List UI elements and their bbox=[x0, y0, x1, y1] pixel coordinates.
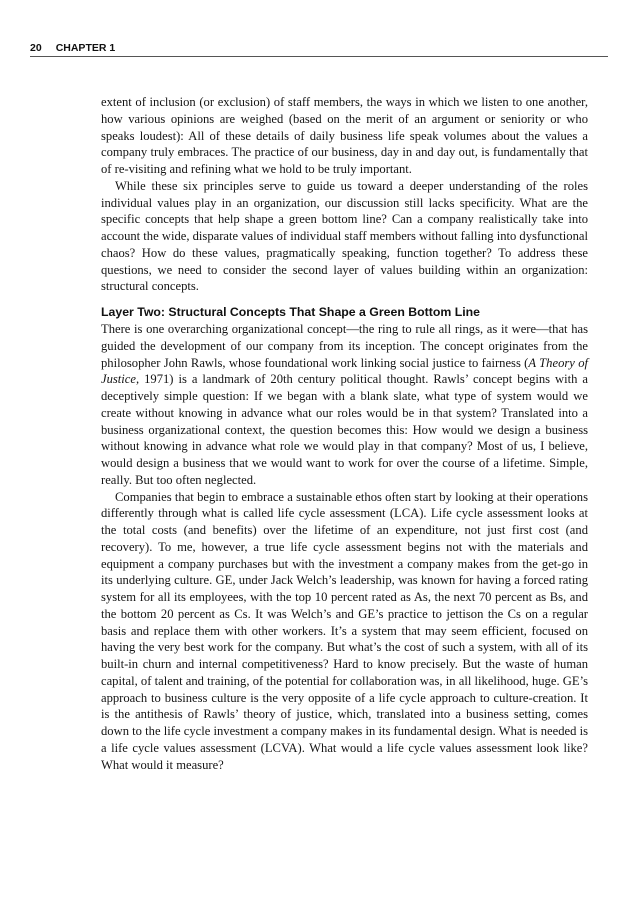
page-number: 20 bbox=[30, 42, 42, 54]
paragraph-1: extent of inclusion (or exclusion) of staff members, the ways in which we listen to one another, how various opinions are weighed (based on the merit of an argument or seniority or who speaks loudest): All of these details of daily business life speak volumes about the values a company truly embraces. The practice of our business, day in and day out, is fundamentally that of re-visiting and refining what we hold to be truly important. bbox=[101, 95, 588, 176]
section-heading: Layer Two: Structural Concepts That Shape a Green Bottom Line bbox=[101, 305, 480, 319]
book-title: A Theory of Justice, bbox=[101, 355, 588, 387]
paragraph-3-part-2: 1971) is a landmark of 20th century political thought. Rawls’ concept begins with a deceptively simple question: If we began with a blank slate, what type of system would we create without knowing in advance what our roles would be in that system? Translated into a business organizational context, the question becomes this: How would we design a business without knowing in advance what role we would play in that company? Most of us, I believe, would design a business that we would want to work for over the course of a lifetime. Simple, really. But too often neglected. bbox=[101, 372, 588, 487]
chapter-label: CHAPTER 1 bbox=[55, 42, 116, 54]
page-body bbox=[101, 94, 588, 773]
paragraph-4: Companies that begin to embrace a sustainable ethos often start by looking at their operations differently through what is called life cycle assessment (LCA). Life cycle assessment looks at the total costs (and benefits) over the lifetime of an expenditure, not just first cost (and recovery). To me, however, a true life cycle assessment begins not with the materials and equipment a company purchases but with the investment a company makes from the get-go in its underlying culture. GE, under Jack Welch’s leadership, was known for having a forced rating system for all its employees, with the top 10 percent rated as As, the next 70 percent as Bs, and the bottom 20 percent as Cs. It was Welch’s and GE’s practice to jettison the Cs on a regular basis and replace them with other workers. It’s a system that may seem efficient, focused on having the very best work for the company. But what’s the cost of such a system, with all of its built-in churn and internal competitiveness? Hard to know precisely. But the waste of human capital, of talent and training, of the potential for collaboration was, in all likelihood, huge. GE’s approach to business culture is the very opposite of a life cycle approach to culture-creation. It is the antithesis of Rawls’ theory of justice, which, translated into a business setting, comes down to the life cycle investment a company makes in its fundamental design. What is needed is a life cycle values assessment (LCVA). What would a life cycle values assessment look like? What would it measure? bbox=[101, 489, 588, 772]
paragraph-2: While these six principles serve to guide us toward a deeper understanding of the roles individual values play in an organization, our discussion still lacks specificity. What are the specific concepts that help shape a green bottom line? Can a company realistically take into account the wide, disparate values of individual staff members without falling into dysfunctional chaos? How do these values, pragmatically speaking, function together? To address these questions, we need to consider the second layer of values building within an organization: structural concepts. bbox=[101, 178, 588, 294]
paragraph-3 bbox=[101, 321, 588, 489]
running-header bbox=[30, 42, 608, 57]
paragraph-3-part-1: There is one overarching organizational concept—the ring to rule all rings, as it were—that has guided the development of our company from its inception. The concept originates from the philosopher John Rawls, whose foundational work linking social justice to fairness ( bbox=[101, 322, 588, 370]
